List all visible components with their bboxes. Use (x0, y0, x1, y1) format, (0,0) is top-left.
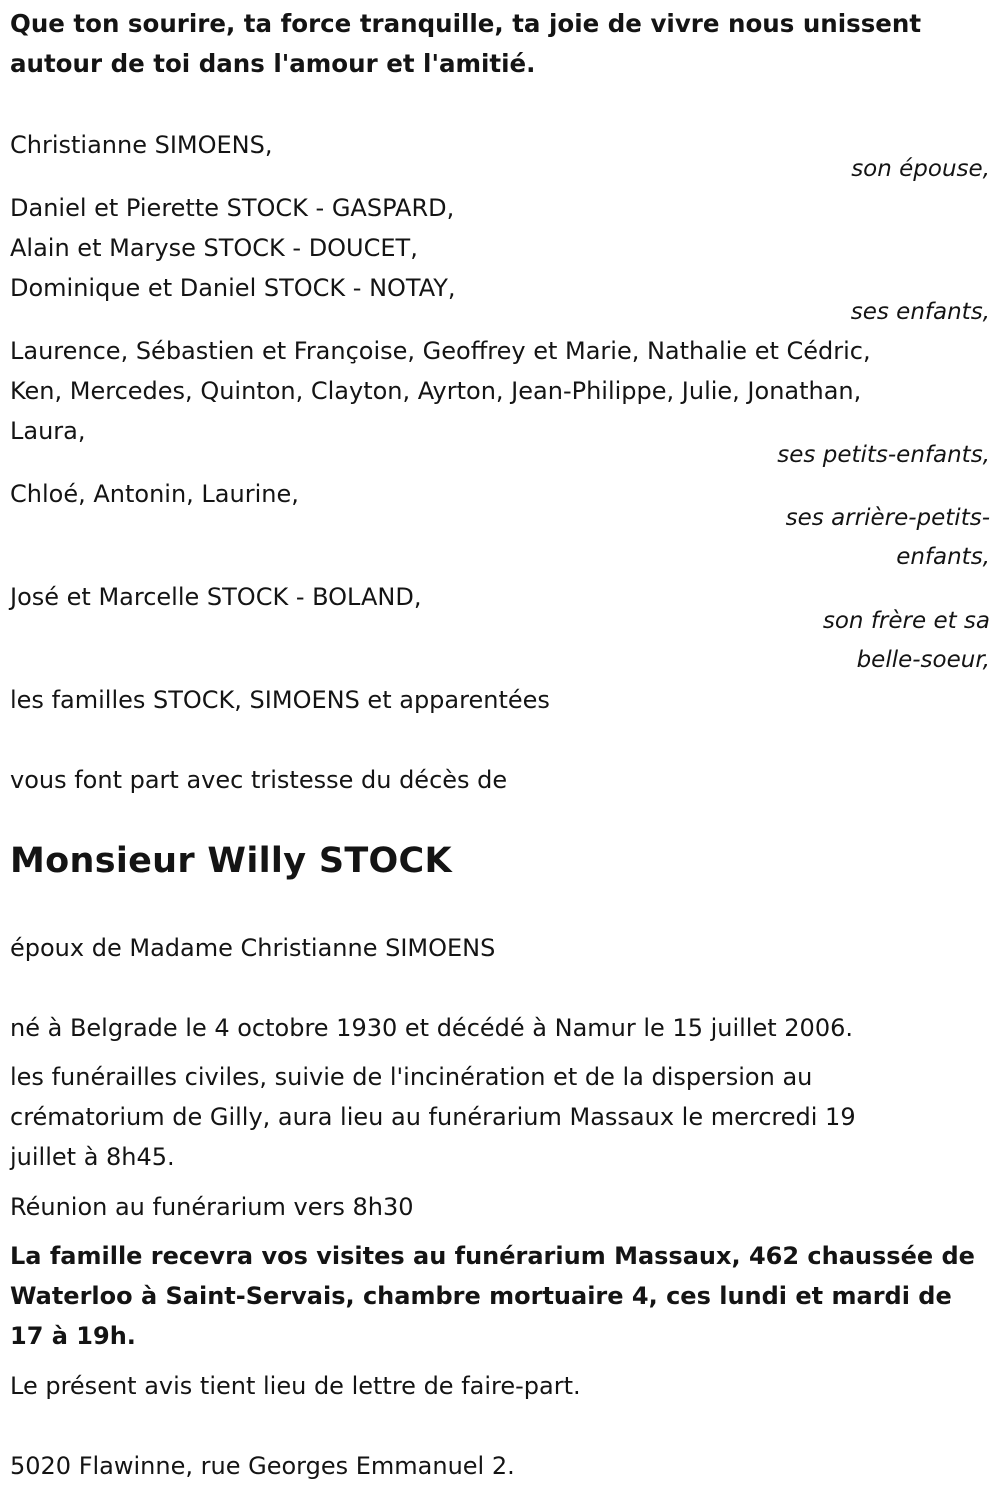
family-role-spouse: son épouse, (851, 156, 990, 182)
family-role-grandchildren: ses petits-enfants, (777, 442, 990, 468)
announcement-line: vous font part avec tristesse du décès de (10, 766, 508, 794)
address-line: 5020 Flawinne, rue Georges Emmanuel 2. (10, 1452, 515, 1480)
family-role-great-grandchildren: ses arrière-petits- enfants, (785, 505, 990, 570)
family-names-grandchildren: Laurence, Sébastien et Françoise, Geoffrey et Marie, Nathalie et Cédric, Ken, Mercedes, Quinton, Clayton, Ayrton, Jean-Philippe, Julie, Jonathan, Laura, (10, 337, 871, 445)
meeting-line: Réunion au funérarium vers 8h30 (10, 1193, 414, 1221)
family-names-sibling: José et Marcelle STOCK - BOLAND, (10, 583, 422, 611)
funeral-details: les funérailles civiles, suivie de l'incinération et de la dispersion au crématorium de Gilly, aura lieu au funérarium Massaux le mercredi 19 juillet à 8h45. (10, 1063, 856, 1171)
families-line: les familles STOCK, SIMOENS et apparentées (10, 686, 550, 714)
birth-death-line: né à Belgrade le 4 octobre 1930 et décédé à Namur le 15 juillet 2006. (10, 1014, 853, 1042)
deceased-name: Monsieur Willy STOCK (10, 841, 452, 881)
epigraph: Que ton sourire, ta force tranquille, ta joie de vivre nous unissent autour de toi dans l'amour et l'amitié. (10, 9, 922, 78)
family-names-children: Daniel et Pierette STOCK - GASPARD, Alain et Maryse STOCK - DOUCET, Dominique et Daniel STOCK - NOTAY, (10, 194, 456, 302)
notice-line: Le présent avis tient lieu de lettre de faire-part. (10, 1372, 581, 1400)
visits-details: La famille recevra vos visites au funérarium Massaux, 462 chaussée de Waterloo à Saint-Servais, chambre mortuaire 4, ces lundi et mardi de 17 à 19h. (10, 1242, 975, 1350)
family-role-sibling: son frère et sa belle-soeur, (822, 608, 990, 673)
family-role-children: ses enfants, (850, 299, 990, 325)
spouse-line: époux de Madame Christianne SIMOENS (10, 934, 496, 962)
family-names-great-grandchildren: Chloé, Antonin, Laurine, (10, 480, 299, 508)
family-names-spouse: Christianne SIMOENS, (10, 131, 273, 159)
